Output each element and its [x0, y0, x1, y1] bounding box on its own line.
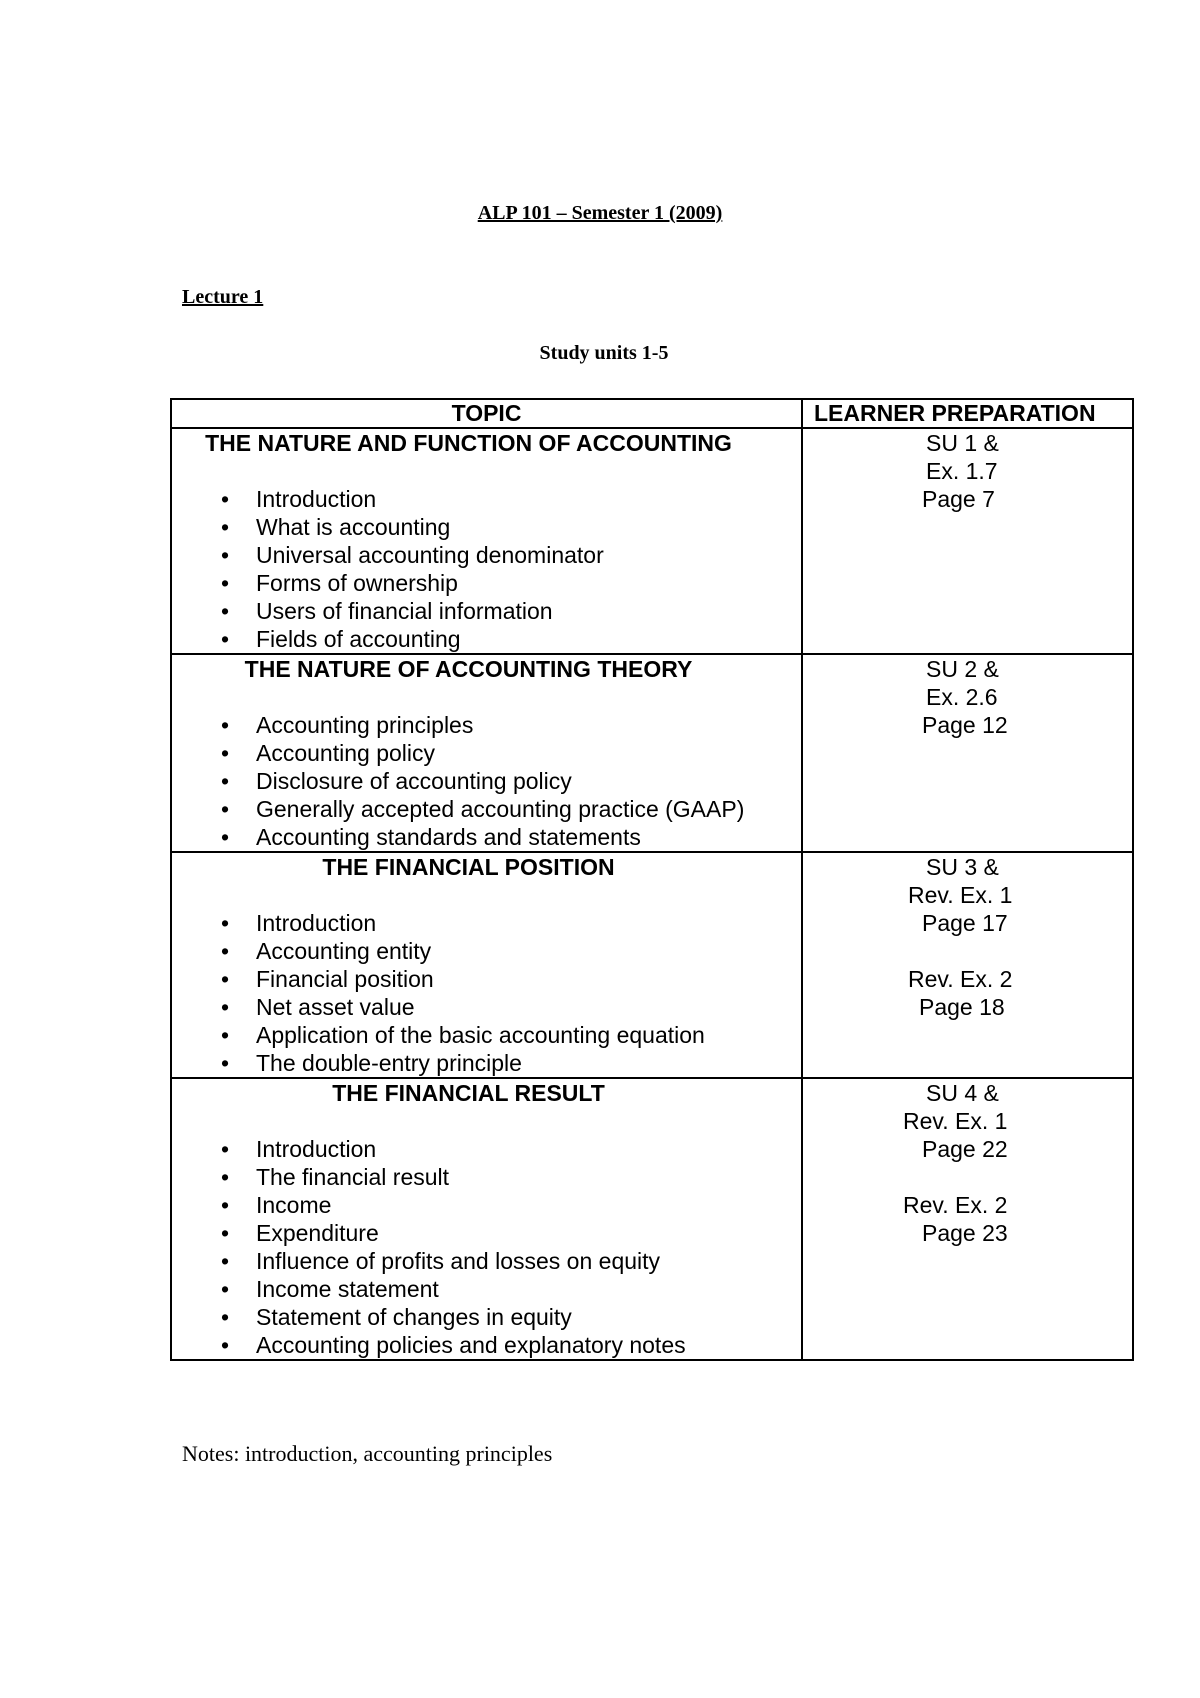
- list-item-text: Application of the basic accounting equation: [256, 1022, 705, 1048]
- list-item: [172, 625, 801, 653]
- list-item-text: Net asset value: [256, 994, 415, 1020]
- preparation-cell: [802, 654, 1133, 852]
- section-spacer: [172, 1107, 801, 1135]
- list-item-text: Introduction: [256, 910, 377, 936]
- list-item: [172, 1219, 801, 1247]
- bullet-icon: •: [221, 1332, 230, 1358]
- list-item-text: Accounting policy: [256, 740, 435, 766]
- list-item-text: Fields of accounting: [256, 626, 461, 652]
- preparation-line: Ex. 1.7: [926, 458, 998, 484]
- table-row: [171, 654, 1133, 852]
- section-spacer: [172, 683, 801, 711]
- preparation-line: SU 3 &: [926, 854, 999, 880]
- list-item-text: What is accounting: [256, 514, 451, 540]
- bullet-icon: •: [221, 966, 230, 992]
- bullet-icon: •: [221, 486, 230, 512]
- preparation-cell: [802, 428, 1133, 654]
- table-header-row: [171, 399, 1133, 428]
- bullet-icon: •: [221, 796, 230, 822]
- bullet-icon: •: [221, 712, 230, 738]
- bullet-icon: •: [221, 910, 230, 936]
- list-item: [172, 513, 801, 541]
- preparation-line: Rev. Ex. 2: [908, 966, 1013, 992]
- topic-cell: [171, 1078, 802, 1360]
- list-item: [172, 965, 801, 993]
- topics-table: [170, 398, 1134, 1361]
- list-item: [172, 823, 801, 851]
- list-item: [172, 1163, 801, 1191]
- bullet-icon: •: [221, 542, 230, 568]
- study-units-heading: [0, 342, 1200, 365]
- preparation-line: Page 17: [922, 910, 1008, 936]
- list-item-text: Introduction: [256, 1136, 377, 1162]
- document-title: ALP 101 – Semester 1 (2009): [477, 202, 723, 224]
- preparation-line: Rev. Ex. 1: [908, 882, 1013, 908]
- preparation-line: SU 2 &: [926, 656, 999, 682]
- section-title: THE FINANCIAL RESULT: [332, 1080, 605, 1106]
- learner-preparation-header: LEARNER PREPARATION: [802, 399, 1133, 428]
- list-item-text: Accounting entity: [256, 938, 432, 964]
- notes: Notes: introduction, accounting principles: [182, 1441, 553, 1466]
- preparation-line: Page 18: [919, 994, 1005, 1020]
- bullet-icon: •: [221, 1220, 230, 1246]
- topic-cell: [171, 428, 802, 654]
- bullet-icon: •: [221, 768, 230, 794]
- list-item: [172, 1275, 801, 1303]
- list-item: [172, 711, 801, 739]
- list-item-text: Generally accepted accounting practice (GAAP): [256, 796, 745, 822]
- list-item: [172, 909, 801, 937]
- topic-cell: [171, 654, 802, 852]
- bullet-icon: •: [221, 1022, 230, 1048]
- section-title: THE NATURE OF ACCOUNTING THEORY: [244, 656, 693, 682]
- list-item: [172, 569, 801, 597]
- section-spacer: [172, 457, 801, 485]
- list-item-text: Accounting standards and statements: [256, 824, 641, 850]
- list-item: [172, 739, 801, 767]
- bullet-icon: •: [221, 1304, 230, 1330]
- topic-cell: [171, 852, 802, 1078]
- list-item-text: The financial result: [256, 1164, 450, 1190]
- list-item: [172, 993, 801, 1021]
- bullet-icon: •: [221, 740, 230, 766]
- list-item-text: Users of financial information: [256, 598, 553, 624]
- list-item-text: Income: [256, 1192, 332, 1218]
- list-item-text: Income statement: [256, 1276, 439, 1302]
- table-body: [171, 428, 1133, 1360]
- list-item-text: Introduction: [256, 486, 377, 512]
- list-item: [172, 767, 801, 795]
- preparation-line: SU 1 &: [926, 430, 999, 456]
- study-units-text: Study units 1-5: [539, 342, 669, 364]
- bullet-icon: •: [221, 1136, 230, 1162]
- bullet-icon: •: [221, 626, 230, 652]
- topic-list: [172, 711, 801, 851]
- topic-header: TOPIC: [171, 399, 802, 428]
- list-item: [172, 541, 801, 569]
- list-item: [172, 1191, 801, 1219]
- list-item: [172, 795, 801, 823]
- bullet-icon: •: [221, 1164, 230, 1190]
- list-item-text: Influence of profits and losses on equity: [256, 1248, 661, 1274]
- topic-list: [172, 909, 801, 1077]
- preparation-line: Ex. 2.6: [926, 684, 998, 710]
- list-item-text: Accounting principles: [256, 712, 474, 738]
- list-item: [172, 937, 801, 965]
- list-item: [172, 1021, 801, 1049]
- preparation-line: Rev. Ex. 2: [903, 1192, 1008, 1218]
- table-row: [171, 1078, 1133, 1360]
- bullet-icon: •: [221, 1050, 230, 1076]
- list-item: [172, 1135, 801, 1163]
- list-item-text: Financial position: [256, 966, 434, 992]
- list-item: [172, 597, 801, 625]
- table-row: [171, 852, 1133, 1078]
- list-item-text: The double-entry principle: [256, 1050, 522, 1076]
- list-item-text: Forms of ownership: [256, 570, 458, 596]
- bullet-icon: •: [221, 938, 230, 964]
- preparation-cell: [802, 1078, 1133, 1360]
- lecture-heading: Lecture 1: [182, 286, 264, 308]
- preparation-line: SU 4 &: [926, 1080, 999, 1106]
- list-item-text: Universal accounting denominator: [256, 542, 604, 568]
- preparation-line: [803, 937, 1132, 965]
- list-item: [172, 1331, 801, 1359]
- preparation-line: Rev. Ex. 1: [903, 1108, 1008, 1134]
- preparation-line: Page 23: [922, 1220, 1008, 1246]
- list-item-text: Expenditure: [256, 1220, 379, 1246]
- bullet-icon: •: [221, 994, 230, 1020]
- list-item: [172, 1303, 801, 1331]
- topic-list: [172, 485, 801, 653]
- bullet-icon: •: [221, 1192, 230, 1218]
- preparation-line: Page 12: [922, 712, 1008, 738]
- preparation-line: Page 22: [922, 1136, 1008, 1162]
- bullet-icon: •: [221, 1276, 230, 1302]
- bullet-icon: •: [221, 1248, 230, 1274]
- list-item-text: Accounting policies and explanatory notes: [256, 1332, 686, 1358]
- preparation-cell: [802, 852, 1133, 1078]
- preparation-line: [803, 1163, 1132, 1191]
- list-item: [172, 1247, 801, 1275]
- bullet-icon: •: [221, 570, 230, 596]
- bullet-icon: •: [221, 824, 230, 850]
- list-item: [172, 1049, 801, 1077]
- topic-list: [172, 1135, 801, 1359]
- preparation-line: Page 7: [922, 486, 995, 512]
- list-item-text: Statement of changes in equity: [256, 1304, 572, 1330]
- table-row: [171, 428, 1133, 654]
- section-spacer: [172, 881, 801, 909]
- bullet-icon: •: [221, 514, 230, 540]
- section-title: THE NATURE AND FUNCTION OF ACCOUNTING: [205, 430, 732, 456]
- list-item-text: Disclosure of accounting policy: [256, 768, 572, 794]
- section-title: THE FINANCIAL POSITION: [322, 854, 615, 880]
- bullet-icon: •: [221, 598, 230, 624]
- list-item: [172, 485, 801, 513]
